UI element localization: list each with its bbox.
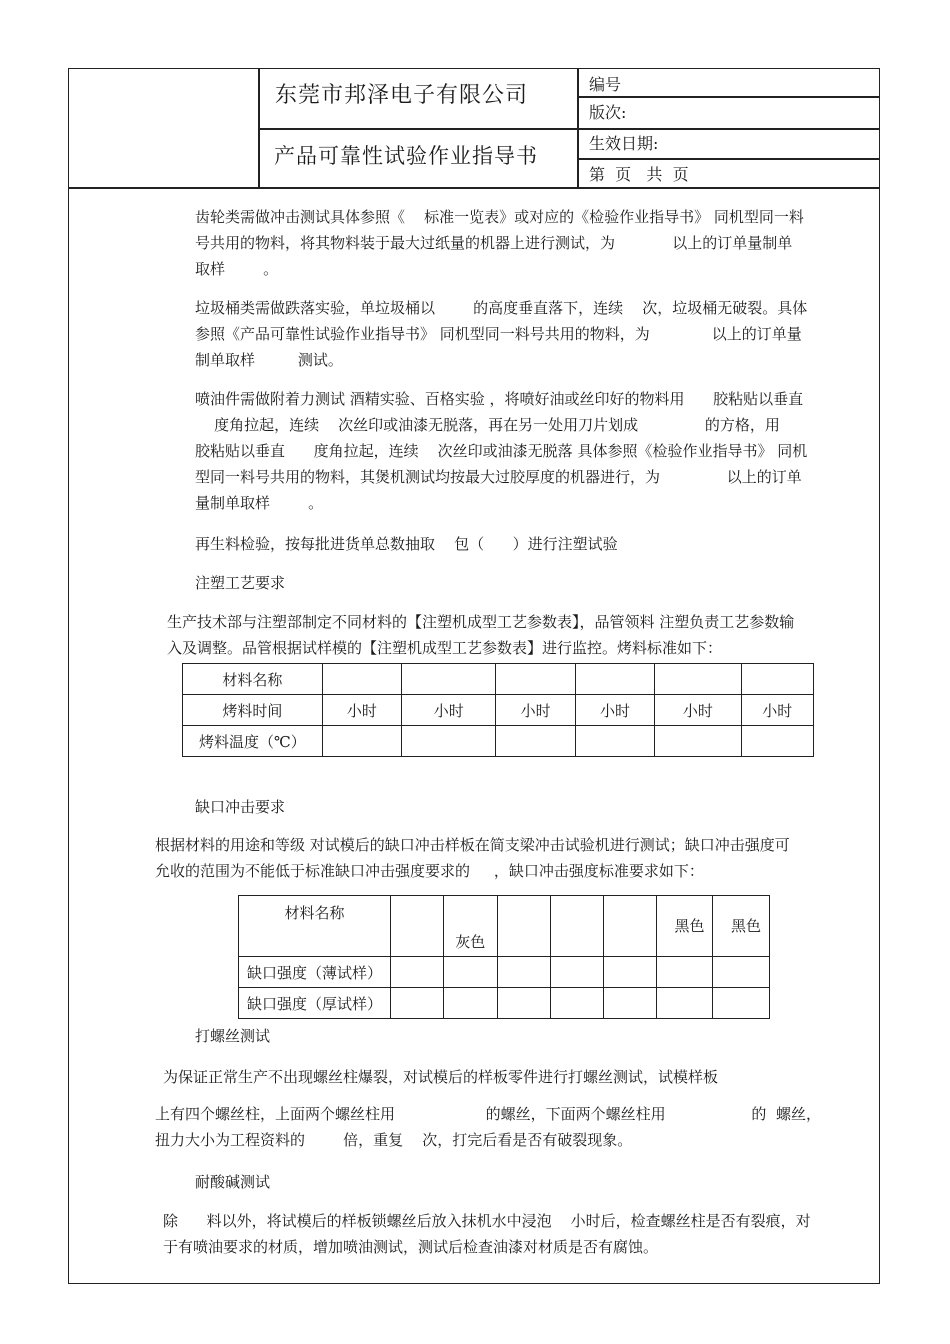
table-cell: [741, 726, 813, 757]
header-divider: [68, 187, 880, 189]
table-cell: [390, 896, 443, 957]
text-line: 齿轮类需做冲击测试具体参照《 标准一览表》或对应的《检验作业指导书》 同机型同一料: [195, 208, 804, 226]
text-line: 度角拉起，连续 次丝印或油漆无脱落，再在另一处用刀片划成 的方格，用: [195, 416, 780, 434]
header-divider: [258, 128, 880, 130]
screw-paragraph: [155, 1101, 821, 1153]
table-cell: 小时: [655, 695, 741, 726]
header-divider: [577, 96, 880, 98]
code-label: 编号: [589, 75, 622, 94]
table-cell: 材料名称: [239, 896, 391, 957]
table-cell: 小时: [402, 695, 496, 726]
text-line: 量制单取样 。: [195, 494, 324, 512]
notch-table: [238, 895, 770, 1019]
table-cell: 灰色: [444, 896, 497, 957]
table-cell: [496, 664, 575, 695]
table-cell: [402, 664, 496, 695]
page-number-label: 第 页 共 页: [589, 165, 689, 184]
text-line: 入及调整。品管根据试样模的【注塑机成型工艺参数表】进行监控。烤料标准如下：: [167, 639, 723, 657]
table-cell: 烤料时间: [183, 695, 323, 726]
text-line: 根据材料的用途和等级 对试模后的缺口冲击样板在简支梁冲击试验机进行测试；缺口冲击强度可: [155, 836, 790, 854]
text-line: 喷油件需做附着力测试 酒精实验、百格实验 ，将喷好油或丝印好的物料用 胶粘贴以垂直: [195, 390, 804, 408]
table-row: [239, 896, 770, 957]
table-cell: 小时: [496, 695, 575, 726]
table-cell: [402, 726, 496, 757]
table-cell: [497, 896, 550, 957]
text-line: 允收的范围为不能低于标准缺口冲击强度要求的 ，缺口冲击强度标准要求如下：: [155, 862, 704, 880]
table-cell: [713, 957, 770, 988]
table-cell: 烤料温度（℃）: [183, 726, 323, 757]
table-cell: [322, 726, 401, 757]
bake-table: [182, 663, 814, 757]
table-row: [239, 988, 770, 1019]
table-cell: [603, 896, 656, 957]
table-cell: [655, 726, 741, 757]
table-cell: [655, 664, 741, 695]
notch-heading: 缺口冲击要求: [195, 798, 286, 816]
bin-paragraph: [195, 295, 807, 373]
table-row: [183, 695, 814, 726]
text-line: 于有喷油要求的材质，增加喷油测试，测试后检查油漆对材质是否有腐蚀。: [163, 1238, 659, 1256]
table-cell: 小时: [575, 695, 654, 726]
document-title: 产品可靠性试验作业指导书: [274, 144, 538, 168]
table-cell: [444, 988, 497, 1019]
table-cell: [575, 726, 654, 757]
table-cell: 黑色: [713, 896, 770, 957]
table-row: [183, 664, 814, 695]
company-name: 东莞市邦泽电子有限公司: [275, 83, 529, 108]
table-cell: [497, 957, 550, 988]
table-cell: [550, 896, 603, 957]
screw-heading: 打螺丝测试: [195, 1027, 271, 1045]
text-line: 扭力大小为工程资料的 倍，重复 次，打完后看是否有破裂现象。: [155, 1131, 633, 1149]
screw-intro: 为保证正常生产不出现螺丝柱爆裂，对试模后的样板零件进行打螺丝测试，试模样板: [163, 1068, 719, 1086]
molding-paragraph: [167, 609, 794, 661]
table-cell: 缺口强度（薄试样）: [239, 957, 391, 988]
text-line: 胶粘贴以垂直 度角拉起，连续 次丝印或油漆无脱落 具体参照《检验作业指导书》 同机: [195, 442, 808, 460]
table-cell: 黑色: [657, 896, 713, 957]
table-cell: [575, 664, 654, 695]
table-row: [183, 726, 814, 757]
table-cell: [657, 988, 713, 1019]
table-cell: 材料名称: [183, 664, 323, 695]
notch-paragraph: [155, 832, 790, 884]
table-cell: 小时: [741, 695, 813, 726]
table-cell: [444, 957, 497, 988]
table-cell: [603, 957, 656, 988]
text-line: 生产技术部与注塑部制定不同材料的【注塑机成型工艺参数表】，品管领料 注塑负责工艺参数输: [167, 613, 795, 631]
table-cell: [390, 957, 443, 988]
text-line: 上有四个螺丝柱，上面两个螺丝柱用 的螺丝，下面两个螺丝柱用 的 螺丝，: [155, 1105, 821, 1123]
regrind-text: 再生料检验，按每批进货单总数抽取 包（ ）进行注塑试验: [195, 535, 618, 553]
table-cell: [496, 726, 575, 757]
acid-paragraph: [163, 1208, 811, 1260]
text-line: 除 料以外，将试模后的样板锁螺丝后放入抹机水中浸泡 小时后，检查螺丝柱是否有裂痕，对: [163, 1212, 811, 1230]
table-cell: [741, 664, 813, 695]
text-line: 垃圾桶类需做跌落实验，单垃圾桶以 的高度垂直落下，连续 次，垃圾桶无破裂。具体: [195, 299, 808, 317]
text-line: 参照《产品可靠性试验作业指导书》 同机型同一料号共用的物料，为 以上的订单量: [195, 325, 802, 343]
text-line: 制单取样 测试。: [195, 351, 343, 369]
acid-heading: 耐酸碱测试: [195, 1173, 271, 1191]
version-label: 版次:: [589, 103, 627, 122]
table-cell: [322, 664, 401, 695]
molding-heading: 注塑工艺要求: [195, 574, 286, 592]
table-cell: [713, 988, 770, 1019]
table-cell: [603, 988, 656, 1019]
table-cell: 缺口强度（厚试样）: [239, 988, 391, 1019]
gear-paragraph: [195, 204, 804, 282]
table-cell: [550, 957, 603, 988]
header-divider: [577, 158, 880, 160]
text-line: 号共用的物料，将其物料装于最大过纸量的机器上进行测试，为 以上的订单量制单: [195, 234, 793, 252]
table-cell: 小时: [322, 695, 401, 726]
table-cell: [497, 988, 550, 1019]
text-line: 型同一料号共用的物料，其煲机测试均按最大过胶厚度的机器进行，为 以上的订单: [195, 468, 802, 486]
table-row: [239, 957, 770, 988]
table-cell: [550, 988, 603, 1019]
spray-paragraph: [195, 386, 807, 516]
table-cell: [657, 957, 713, 988]
text-line: 取样 。: [195, 260, 279, 278]
table-cell: [390, 988, 443, 1019]
effective-date-label: 生效日期:: [589, 134, 659, 153]
